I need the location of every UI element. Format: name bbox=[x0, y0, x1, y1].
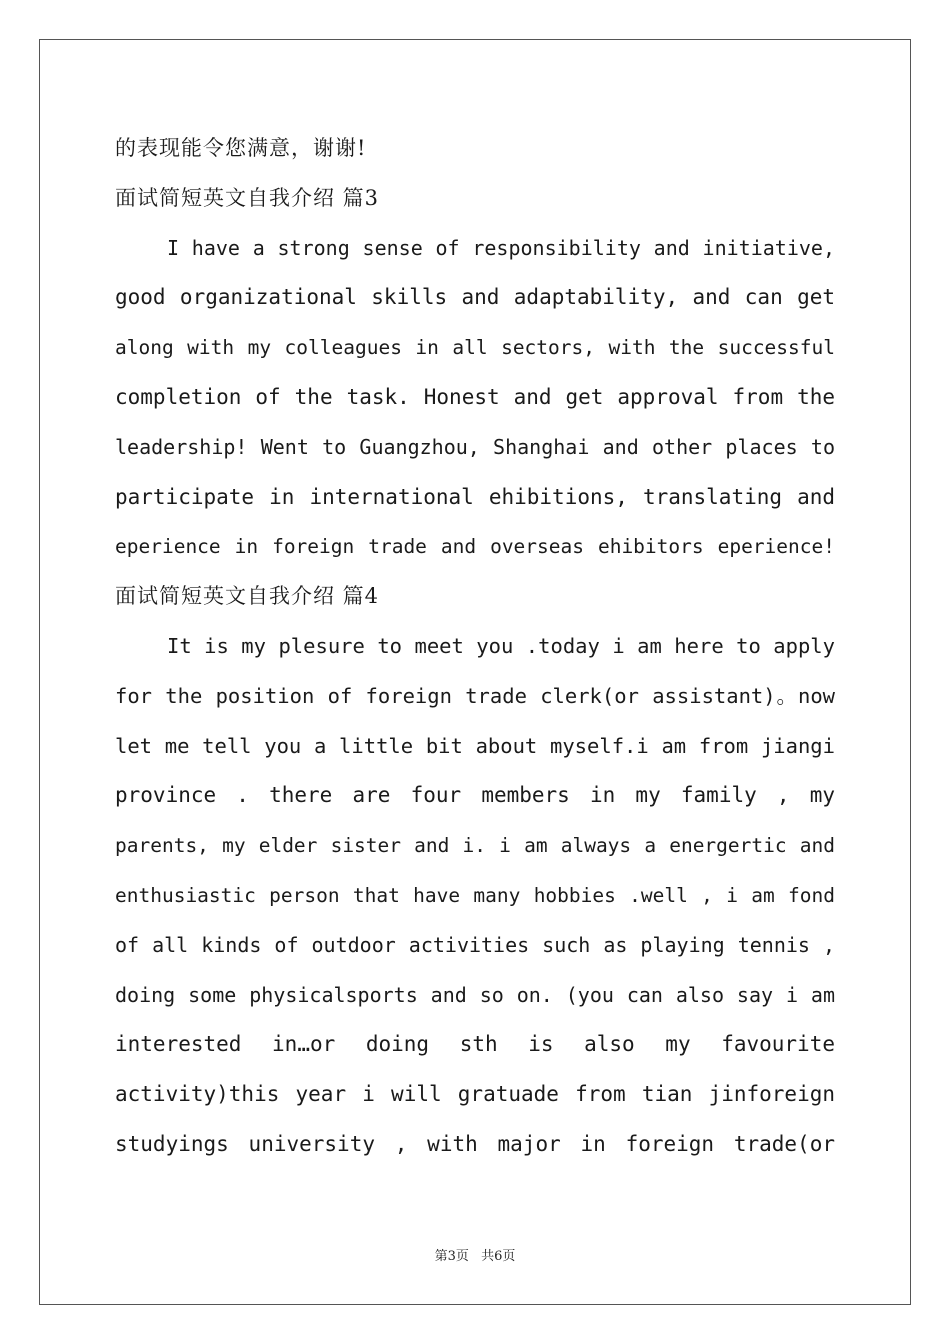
text-line: doing some physicalsports and so on. (you can also say i am bbox=[115, 982, 835, 1007]
page-total: 共6页 bbox=[481, 1249, 516, 1264]
text-line: province . there are four members in my family , my bbox=[115, 783, 835, 808]
document-body bbox=[115, 124, 835, 1170]
text-line: for the position of foreign trade clerk(or assistant)。now bbox=[115, 683, 835, 708]
text-line: interested in…or doing sth is also my favourite bbox=[115, 1032, 835, 1057]
text-line: parents, my elder sister and i. i am always a energertic and bbox=[115, 834, 835, 858]
text-line: completion of the task. Honest and get approval from the bbox=[115, 384, 835, 409]
text-line: leadership! Went to Guangzhou, Shanghai and other places to bbox=[115, 434, 835, 459]
text-line: It is my plesure to meet you .today i am here to apply bbox=[167, 633, 835, 658]
text-line: along with my colleagues in all sectors, with the successful bbox=[115, 336, 835, 360]
text-line: activity)this year i will gratuade from tian jinforeign bbox=[115, 1082, 835, 1107]
text-line: good organizational skills and adaptability, and can get bbox=[115, 285, 835, 310]
text-line: enthusiastic person that have many hobbies .well , i am fond bbox=[115, 883, 835, 907]
page-number: 第3页 bbox=[434, 1249, 469, 1264]
text-line: I have a strong sense of responsibility and initiative, bbox=[167, 235, 835, 260]
section-heading: 面试简短英文自我介绍 篇3 bbox=[115, 185, 380, 210]
text-line: participate in international ehibitions, translating and bbox=[115, 484, 835, 509]
section-heading: 面试简短英文自我介绍 篇4 bbox=[115, 584, 380, 609]
text-line: of all kinds of outdoor activities such as playing tennis , bbox=[115, 932, 835, 957]
text-line: 的表现能令您满意，谢谢! bbox=[115, 136, 367, 160]
text-line: eperience in foreign trade and overseas ehibitors eperience! bbox=[115, 535, 835, 559]
page-footer bbox=[0, 1245, 950, 1264]
text-line: let me tell you a little bit about myself.i am from jiangi bbox=[115, 733, 835, 758]
text-line: studyings university , with major in foreign trade(or bbox=[115, 1131, 835, 1156]
